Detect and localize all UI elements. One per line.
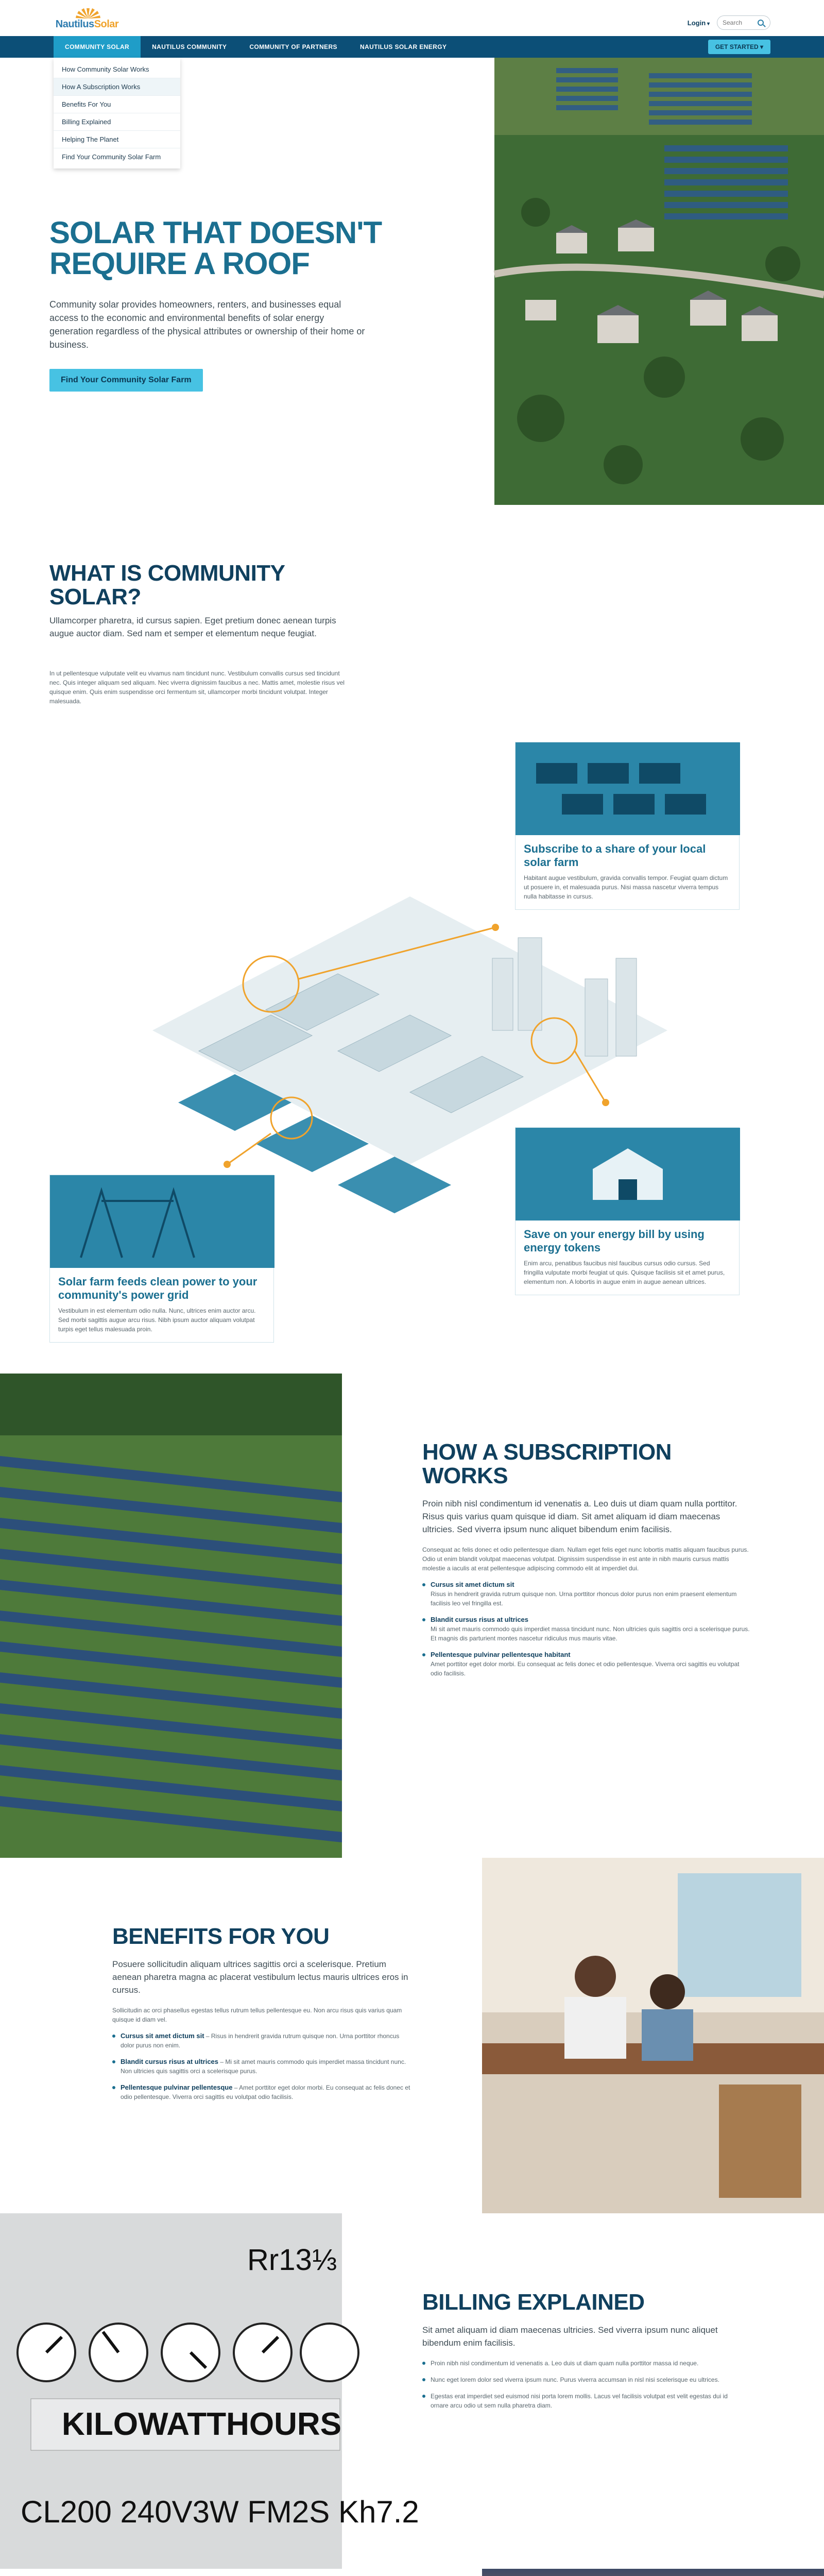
family-kitchen-image: [482, 1858, 824, 2213]
electric-meter-image: [0, 2213, 419, 2569]
list-item: Cursus sit amet dictum sit Risus in hendrerit gravida rutrum quisque non. Urna porttitor rhoncus dolor purus non enim praesent elementum facilisis leo vel fringilla est.: [422, 1580, 752, 1608]
billing-text: [422, 2291, 742, 2417]
house-graphic: [516, 1128, 740, 1221]
nav-dropdown-menu: [54, 58, 180, 168]
aerial-neighborhood-illustration: [494, 58, 824, 505]
header-utility: [688, 15, 770, 30]
nav-item-nautilus-solar-energy[interactable]: NAUTILUS SOLAR ENERGY: [359, 43, 447, 50]
list-item: Blandit cursus risus at ultrices – Mi sit amet mauris commodo quis imperdiet massa tincidunt nunc. Non ultricies quis sagittis orci a scelerisque purus.: [112, 2057, 411, 2076]
chevron-down-icon: ▾: [760, 43, 763, 50]
meter-rr-text: Rr13⅓: [247, 2243, 337, 2277]
solar-panels-graphic: [516, 742, 740, 835]
list-item: Pellentesque pulvinar pellentesque – Amet porttitor eget dolor morbi. Eu consequat ac felis donec et odio pellentesque. Viverra orci sagittis eu volutpat odio facilisis.: [112, 2083, 411, 2102]
callout-solar-farm: [49, 1175, 274, 1343]
callout-subscribe: [515, 742, 740, 910]
power-grid-graphic: [50, 1175, 274, 1268]
family-kitchen-graphic: [482, 1858, 824, 2213]
subscription-section: [0, 1374, 824, 1858]
power-grid-card-image: [50, 1175, 273, 1268]
list-item: Egestas erat imperdiet sed euismod nisi porta lorem mollis. Lacus vel facilisis volutpat est velit egestas dui id ornare arcu odio ut sem nulla pharetra diam.: [422, 2392, 742, 2410]
benefits-bullets: [112, 2031, 411, 2102]
billing-section: [0, 2213, 824, 2569]
callout-save-text: Enim arcu, penatibus faucibus nisl faucibus cursus odio cursus. Sed fringilla vulputate morbi feugiat ut quis. Quisque facilisis sit et amet purus, elementum non. A lobortis in augue enim in augue aenean ultrices.: [524, 1260, 725, 1285]
get-started-button[interactable]: [708, 40, 770, 54]
list-item: Blandit cursus risus at ultrices Mi sit amet mauris commodo quis imperdiet massa tincidunt nunc. Non ultricies quis sagittis orci a scelerisque purus. Et magnis dis parturient montes nascetur ridiculus mus mauris vitae.: [422, 1615, 752, 1643]
benefits-body: Sollicitudin ac orci phasellus egestas tellus rutrum tellus pellentesque eu. Non arcu risus quis varius quam quisque id diam vel.: [112, 2007, 402, 2023]
callout-subscribe-title: Subscribe to a share of your local solar farm: [524, 842, 706, 869]
benefits-lead: Posuere sollicitudin aliquam ultrices sagittis orci a scelerisque. Pretium aenean pharetra magna ac placerat vestibulum lectus mauris ultrices eros in cursus.: [112, 1959, 408, 1995]
house-card-image: [516, 1128, 739, 1221]
sunset-solar-graphic: [482, 2569, 824, 2576]
callout-solar-farm-text: Vestibulum in est elementum odio nulla. Nunc, ultrices enim auctor arcu. Sed morbi sagittis augue arcu risus. Nibh ipsum auctor aliquam volutpat turpis eget tellus malesuada proin.: [58, 1307, 256, 1333]
what-is-lead: Ullamcorper pharetra, id cursus sapien. Eget pretium donec aenean turpis augue auctor diam. Sed nam et semper et elementum neque feugiat.: [49, 616, 336, 638]
find-farm-button[interactable]: Find Your Community Solar Farm: [49, 369, 203, 392]
dropdown-item-find-farm[interactable]: Find Your Community Solar Farm: [62, 153, 161, 161]
search-icon[interactable]: [758, 20, 764, 26]
subscription-bullets: [422, 1580, 752, 1678]
sun-logo-icon: [75, 4, 101, 19]
benefits-text: [112, 1925, 411, 2109]
benefits-title: BENEFITS FOR YOU: [112, 1924, 330, 1949]
sunset-solar-image: [482, 2569, 824, 2576]
billing-bullets: [422, 2359, 742, 2410]
callout-solar-farm-title: Solar farm feeds clean power to your community's power grid: [58, 1275, 258, 1301]
nav-item-community-of-partners[interactable]: COMMUNITY OF PARTNERS: [249, 43, 337, 50]
callout-save-title: Save on your energy bill by using energy tokens: [524, 1228, 705, 1254]
list-item: Cursus sit amet dictum sit – Risus in hendrerit gravida rutrum quisque non. Urna porttitor rhoncus dolor purus non enim.: [112, 2031, 411, 2050]
billing-lead: Sit amet aliquam id diam maecenas ultricies. Sed viverra ipsum nunc aliquet bibendum enim facilisis.: [422, 2325, 718, 2348]
solar-field-image: [0, 1374, 342, 1858]
hero-text: Community solar provides homeowners, renters, and businesses equal access to the economic and environmental benefits of solar energy generation regardless of the physical attributes or ownership of their home or business.: [49, 299, 365, 350]
subscription-body: Consequat ac felis donec et odio pellentesque diam. Nullam eget felis eget nunc lobortis mattis aliquam faucibus purus. Odio ut enim blandit volutpat maecenas volutpat. Dignissim suspendisse in est ante in nibh mauris cursus mattis molestie a iaculis at erat pellentesque adipiscing commodo elit at imperdiet dui.: [422, 1546, 749, 1572]
get-started-label: GET STARTED: [715, 43, 759, 50]
dropdown-item-billing[interactable]: Billing Explained: [54, 113, 180, 131]
nav-items: [54, 36, 458, 58]
subscription-lead: Proin nibh nisl condimentum id venenatis a. Leo duis ut diam quam nulla porttitor. Risus quis varius quam quisque id diam. Sit amet aliquam id diam maecenas ultricies. Sed viverra ipsum nunc aliquet bibendum enim facilisis.: [422, 1499, 737, 1534]
planet-section: [0, 2569, 824, 2576]
isometric-community-illustration: [49, 742, 765, 1350]
search-box[interactable]: [717, 15, 770, 30]
billing-title: BILLING EXPLAINED: [422, 2290, 645, 2315]
site-header: [0, 0, 824, 36]
list-item: Nunc eget lorem dolor sed viverra ipsum nunc. Purus viverra accumsan in nisl nisi scelerisque eu ultrices.: [422, 2375, 742, 2384]
site-logo[interactable]: [54, 3, 121, 33]
benefits-section: [0, 1858, 824, 2213]
main-nav: [0, 36, 824, 161]
nav-item-nautilus-community[interactable]: NAUTILUS COMMUNITY: [152, 43, 227, 50]
hero-title: SOLAR THAT DOESN'T REQUIRE A ROOF: [49, 215, 382, 281]
subscription-title: HOW A SUBSCRIPTION WORKS: [422, 1439, 672, 1488]
dropdown-item-benefits[interactable]: Benefits For You: [54, 96, 180, 113]
dropdown-item-planet[interactable]: Helping The Planet: [54, 131, 180, 148]
hero-aerial-image: [494, 58, 824, 505]
dropdown-item-subscription[interactable]: How A Subscription Works: [54, 78, 180, 96]
dropdown-item-how-it-works[interactable]: How Community Solar Works: [54, 61, 180, 78]
logo-wordmark: NautilusSolar: [55, 19, 119, 30]
login-link[interactable]: Login ▾: [688, 19, 710, 27]
meter-kilowatthours-text: KILOWATTHOURS: [62, 2406, 342, 2442]
meter-cl-text: CL200 240V3W FM2S Kh7.2: [21, 2495, 419, 2529]
callout-save: [515, 1127, 740, 1295]
electric-meter-graphic: [0, 2213, 419, 2569]
list-item: Proin nibh nisl condimentum id venenatis a. Leo duis ut diam quam nulla porttitor massa id neque.: [422, 2359, 742, 2368]
what-is-body: In ut pellentesque vulputate velit eu vivamus nam tincidunt nunc. Vestibulum convallis cursus sed tincidunt nec. Quis integer aliquam sed aliquam. Nec viverra dignissim faucibus a nec. Mattis amet, molestie risus vel quisque enim. Quis enim suspendisse orci fermentum sit, ullamcorper morbi tincidunt volutpat. Integer malesuada.: [49, 670, 345, 705]
search-input[interactable]: [723, 19, 756, 26]
what-is-title: WHAT IS COMMUNITY SOLAR?: [49, 561, 285, 609]
nav-item-community-solar[interactable]: COMMUNITY SOLAR: [54, 36, 141, 58]
solar-farm-card-image: [516, 742, 739, 835]
callout-subscribe-text: Habitant augue vestibulum, gravida convallis tempor. Feugiat quam dictum ut posuere in, et malesuada purus. Nisi massa nascetur viverra tempus nulla habitasse in cursus.: [524, 874, 728, 900]
solar-field-graphic: [0, 1374, 342, 1858]
subscription-text: [422, 1440, 752, 1685]
list-item: Pellentesque pulvinar pellentesque habitant Amet porttitor eget dolor morbi. Eu consequat ac felis donec et odio pellentesque. Viverra orci sagittis eu volutpat odio facilisis.: [422, 1650, 752, 1678]
what-is-section: [0, 505, 824, 1374]
